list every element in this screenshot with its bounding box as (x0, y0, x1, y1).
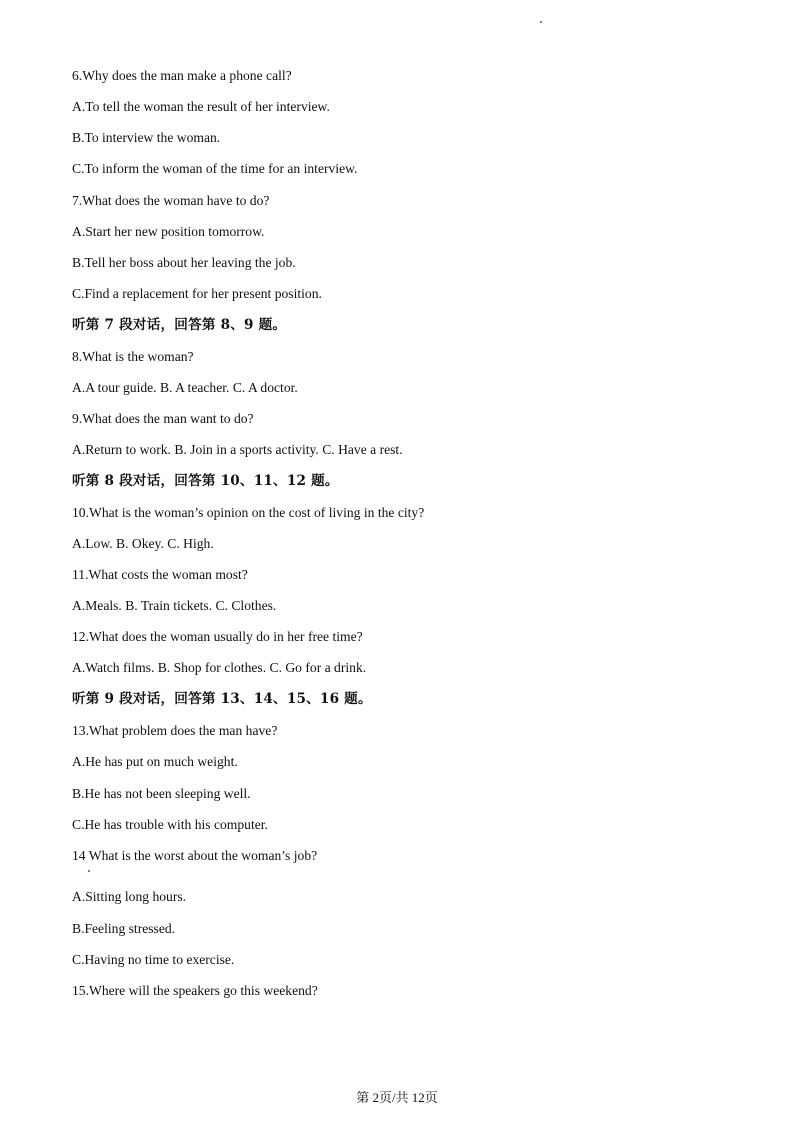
question-10: 10.What is the woman’s opinion on the cost of living in the city? (72, 505, 425, 520)
question-8-options: A.A tour guide. B. A teacher. C. A doctor. (72, 380, 298, 395)
question-7: 7.What does the woman have to do? (72, 193, 270, 208)
section-heading-dialogue-7: 听第 7 段对话，回答第 8、9 题。 (72, 317, 287, 333)
question-13-option-b: B.He has not been sleeping well. (72, 786, 251, 801)
top-speck (540, 21, 542, 23)
page-footer: 第 2页/共 12页 (356, 1090, 438, 1105)
question-13-option-c: C.He has trouble with his computer. (72, 817, 268, 832)
question-13: 13.What problem does the man have? (72, 723, 278, 738)
question-14-option-a: A.Sitting long hours. (72, 889, 187, 904)
question-7-option-a: A.Start her new position tomorrow. (72, 224, 265, 239)
question-11: 11.What costs the woman most? (72, 567, 248, 582)
question-7-option-c: C.Find a replacement for her present position. (72, 286, 322, 301)
section-heading-dialogue-8: 听第 8 段对话，回答第 10、11、12 题。 (72, 473, 339, 489)
stray-dot (88, 870, 90, 872)
question-11-options: A.Meals. B. Train tickets. C. Clothes. (72, 598, 277, 613)
question-14-option-c: C.Having no time to exercise. (72, 952, 235, 967)
question-10-options: A.Low. B. Okey. C. High. (72, 536, 214, 551)
section-heading-dialogue-9: 听第 9 段对话，回答第 13、14、15、16 题。 (72, 691, 372, 707)
question-6-option-c: C.To inform the woman of the time for an interview. (72, 161, 358, 176)
question-14-option-b: B.Feeling stressed. (72, 921, 176, 936)
question-6-option-b: B.To interview the woman. (72, 130, 221, 145)
question-14: 14 What is the worst about the woman’s job? (72, 848, 318, 863)
question-12-options: A.Watch films. B. Shop for clothes. C. Go for a drink. (72, 660, 367, 675)
question-6: 6.Why does the man make a phone call? (72, 68, 292, 83)
question-12: 12.What does the woman usually do in her free time? (72, 629, 363, 644)
question-6-option-a: A.To tell the woman the result of her interview. (72, 99, 330, 114)
question-7-option-b: B.Tell her boss about her leaving the job. (72, 255, 296, 270)
question-9: 9.What does the man want to do? (72, 411, 254, 426)
question-9-options: A.Return to work. B. Join in a sports activity. C. Have a rest. (72, 442, 403, 457)
question-15: 15.Where will the speakers go this weekend? (72, 983, 318, 998)
question-8: 8.What is the woman? (72, 349, 194, 364)
question-13-option-a: A.He has put on much weight. (72, 754, 238, 769)
